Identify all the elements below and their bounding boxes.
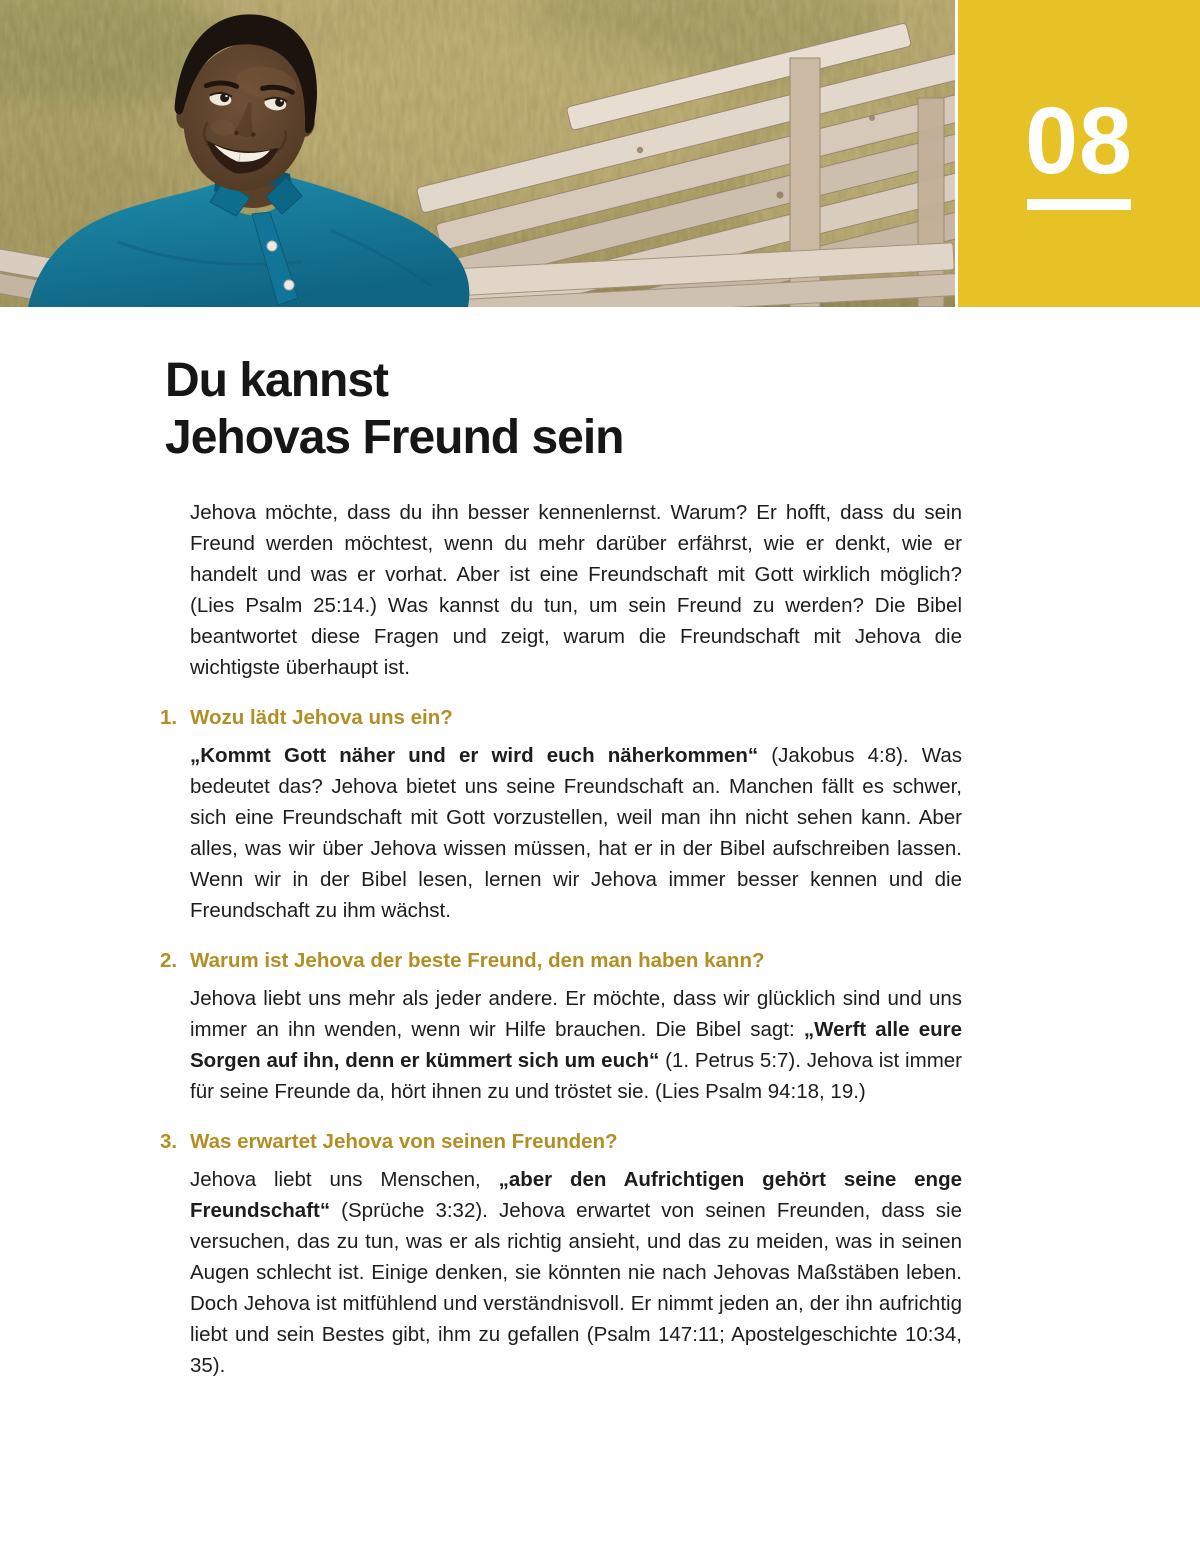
- intro-paragraph: Jehova möchte, dass du ihn besser kennenlernst. Warum? Er hofft, dass du sein Freund werden möchtest, wenn du mehr darüber erfährst, wie er denkt, wie er handelt und was er vorhat. Aber ist eine Freundschaft mit Gott wirklich möglich? (Lies Psalm 25:14.) Was kannst du tun, um sein Freund zu werden? Die Bibel beantwortet diese Fragen und zeigt, warum die Freundschaft mit Jehova die wichtigste überhaupt ist.: [190, 501, 962, 679]
- question-block-3: [160, 1128, 962, 1381]
- question-2-heading-text: Warum ist Jehova der beste Freund, den man haben kann?: [190, 949, 765, 972]
- question-3-heading: [160, 1128, 962, 1155]
- question-2-answer: [190, 983, 962, 1107]
- question-block-1: [160, 704, 962, 926]
- hero-photo-illustration: [0, 0, 955, 307]
- lesson-number-badge: [958, 0, 1200, 307]
- question-1-answer-text: (Jakobus 4:8). Was bedeutet das? Jehova bietet uns seine Freundschaft an. Manchen fällt es schwer, sich eine Freundschaft mit Gott vorzustellen, weil man ihn nicht sehen kann. Aber alles, was wir über Jehova wissen müssen, hat er in der Bibel aufschreiben lassen. Wenn wir in der Bibel lesen, lernen wir Jehova immer besser kennen und die Freundschaft zu ihm wächst.: [190, 744, 962, 922]
- question-1-answer: [190, 740, 962, 926]
- question-3-number: 3.: [160, 1130, 178, 1153]
- lesson-number-underline: [1027, 199, 1131, 210]
- question-1-heading: [160, 704, 962, 731]
- question-block-2: [160, 947, 962, 1107]
- question-1-number: 1.: [160, 706, 178, 729]
- lesson-number: 08: [1025, 88, 1133, 194]
- question-2-answer-text-b: (1. Petrus 5:7). Jehova ist immer für seine Freunde da, hört ihnen zu und tröstet sie. (Lies Psalm 94:18, 19.): [190, 1049, 962, 1103]
- page-title: [165, 352, 624, 466]
- question-1-heading-text: Wozu lädt Jehova uns ein?: [190, 706, 453, 729]
- question-2-answer-text-a: Jehova liebt uns mehr als jeder andere. Er möchte, dass wir glücklich sind und uns immer an ihn wenden, wenn wir Hilfe brauchen. Die Bibel sagt:: [190, 987, 962, 1041]
- hero-photo: [0, 0, 955, 307]
- question-3-heading-text: Was erwartet Jehova von seinen Freunden?: [190, 1130, 618, 1153]
- question-3-answer-text-a: Jehova liebt uns Menschen,: [190, 1168, 499, 1191]
- question-2-number: 2.: [160, 949, 178, 972]
- lesson-content: [160, 497, 962, 1381]
- question-3-answer: [190, 1164, 962, 1381]
- question-2-answer-quote: „Werft alle eure Sorgen auf ihn, denn er kümmert sich um euch“: [190, 1018, 962, 1072]
- question-1-answer-quote: „Kommt Gott näher und er wird euch näherkommen“: [190, 744, 759, 767]
- page-title-line2: Jehovas Freund sein: [165, 411, 624, 464]
- page-title-line1: Du kannst: [165, 354, 389, 407]
- question-3-answer-quote: „aber den Aufrichtigen gehört seine enge Freundschaft“: [190, 1168, 962, 1222]
- question-3-answer-text-b: (Sprüche 3:32). Jehova erwartet von seinen Freunden, dass sie versuchen, das zu tun, was er als richtig ansieht, und das zu meiden, was in seinen Augen schlecht ist. Einige denken, sie könnten nie nach Jehovas Maßstäben leben. Doch Jehova ist mitfühlend und verständnisvoll. Er nimmt jeden an, der ihn aufrichtig liebt und sein Bestes gibt, ihm zu gefallen (Psalm 147:11; Apostelgeschichte 10:34, 35).: [190, 1199, 962, 1377]
- question-2-heading: [160, 947, 962, 974]
